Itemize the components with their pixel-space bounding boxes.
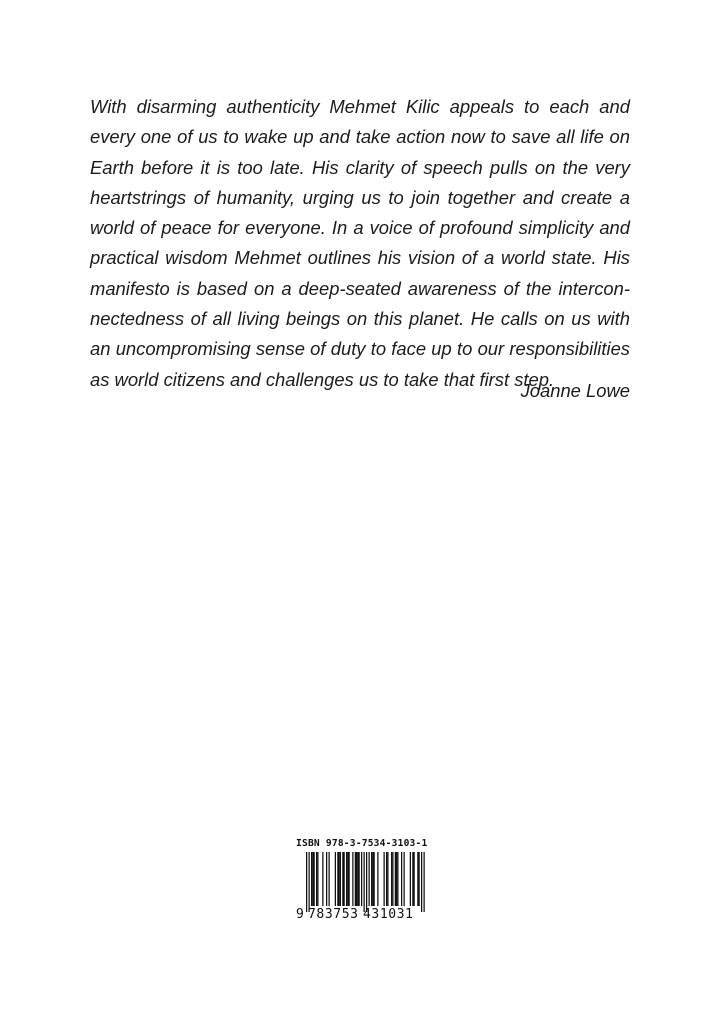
barcode-bar — [387, 852, 388, 906]
barcode-bar — [374, 852, 375, 906]
barcode-bar — [349, 852, 350, 906]
blurb-author: Joanne Lowe — [520, 380, 630, 401]
ean-right-digits: 431031 — [363, 907, 414, 922]
barcode-bar — [314, 852, 315, 906]
barcode-bar — [395, 852, 396, 906]
barcode-bars — [296, 852, 426, 914]
barcode-bar — [419, 852, 420, 906]
barcode-bar — [335, 852, 336, 906]
barcode-bar — [401, 852, 402, 906]
barcode-bar — [355, 852, 356, 906]
ean-left-digits: 783753 — [308, 907, 359, 922]
barcode-bar — [412, 852, 413, 906]
barcode-bar — [396, 852, 397, 906]
barcode-bar — [347, 852, 348, 906]
barcode-bar — [322, 852, 323, 906]
barcode-guard-bar — [424, 852, 425, 912]
barcode-bar — [357, 852, 358, 906]
barcode-bar — [361, 852, 362, 906]
barcode-bar — [326, 852, 327, 906]
barcode-guard-bar — [366, 852, 367, 912]
barcode-bar — [371, 852, 372, 906]
cover-blurb: With disarming authenticity Mehmet Kilic appeals to each and every one of us to wake up and take action now to save all life on Earth before it is too late. His clarity of speech pulls on the very heartstrings of humanity, urging us to join together and create a world of peace for everyone. In a voice of profound simplicity and practical wisdom Mehmet outlines his vision of a world state. His manifesto is based on a deep-seated awareness of the interconnectedness of all living beings on this planet. He calls on us with an uncompromising sense of duty to face up to our responsibilities as world citizens and challenges us to take that first step. — [90, 96, 630, 390]
barcode-bar — [377, 852, 378, 906]
barcode-bar — [417, 852, 418, 906]
barcode-bar — [372, 852, 373, 906]
barcode-bar — [359, 852, 360, 906]
barcode-bar — [386, 852, 387, 906]
barcode-bar — [410, 852, 411, 906]
barcode-bar — [312, 852, 313, 906]
barcode-guard-bar — [364, 852, 365, 912]
barcode-bar — [342, 852, 343, 906]
barcode-bar — [352, 852, 353, 906]
barcode-guard-bar — [309, 852, 310, 912]
barcode-bar — [414, 852, 415, 906]
ean-digits — [296, 907, 426, 923]
barcode-bar — [356, 852, 357, 906]
barcode-bar — [316, 852, 317, 906]
isbn-barcode — [296, 838, 426, 926]
ean-first-digit: 9 — [296, 907, 304, 922]
barcode-bar — [397, 852, 398, 906]
barcode-bar — [392, 852, 393, 906]
barcode-bar — [369, 852, 370, 906]
barcode-bar — [329, 852, 330, 906]
barcode-bar — [311, 852, 312, 906]
barcode-bar — [339, 852, 340, 906]
barcode-bar — [391, 852, 392, 906]
barcode-guard-bar — [306, 852, 307, 912]
barcode-guard-bar — [421, 852, 422, 912]
barcode-bar — [337, 852, 338, 906]
barcode-bar — [344, 852, 345, 906]
barcode-bar — [340, 852, 341, 906]
barcode-bar — [404, 852, 405, 906]
isbn-label: ISBN 978-3-7534-3103-1 — [296, 838, 428, 849]
barcode-bar — [384, 852, 385, 906]
barcode-bar — [346, 852, 347, 906]
barcode-bar — [317, 852, 318, 906]
